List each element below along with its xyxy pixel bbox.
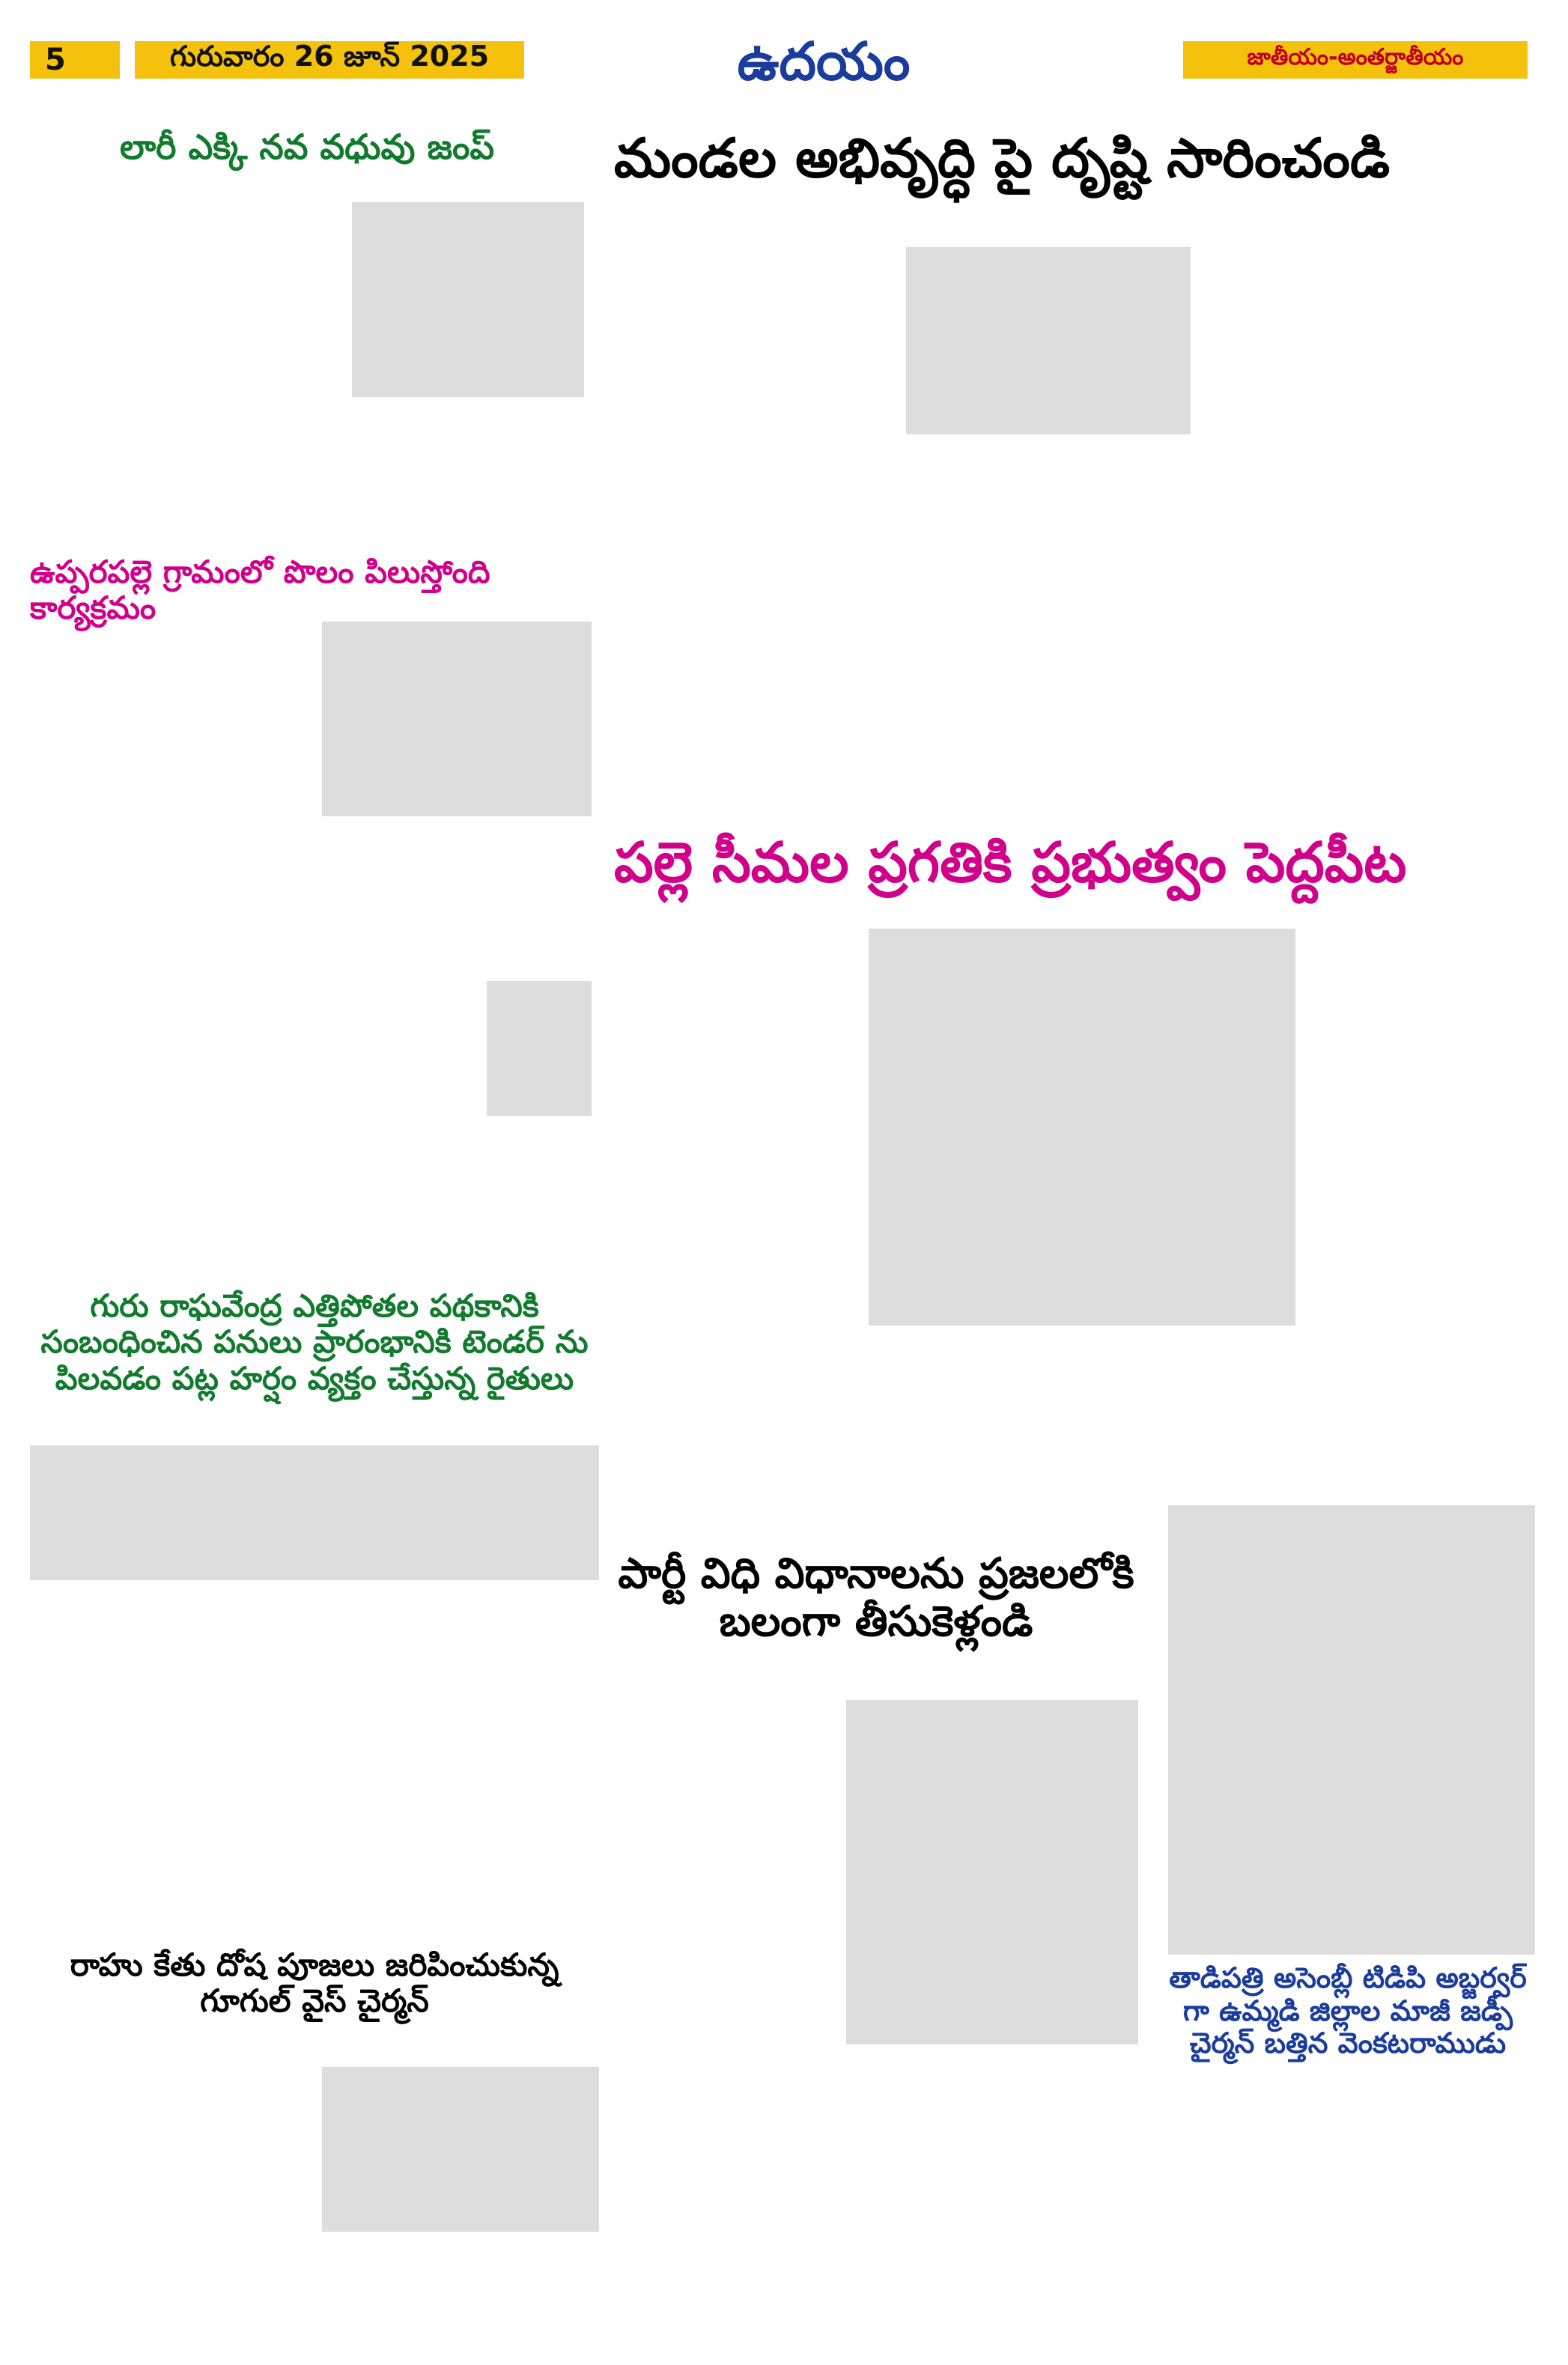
article-8 [1153, 2119, 1543, 2329]
photo-1 [352, 202, 584, 397]
article-7 [30, 2059, 314, 2329]
page-number: 5 [30, 41, 120, 79]
headline-4: పల్లె సీమల ప్రగతికి ప్రభుత్వం పెద్దపీట [614, 831, 1407, 895]
photo-6 [846, 1700, 1138, 2044]
photo-portrait [487, 981, 592, 1116]
headline-2: మండల అభివృద్ధి పై దృష్టి సారించండి [614, 127, 1391, 189]
newspaper-logo: ఉదయం [737, 30, 911, 92]
headline-7: రాహు కేతు దోష పూజలు జరిపించుకున్న గూగుల్ వైస్ చైర్మన్ [70, 1946, 559, 2020]
masthead [0, 0, 1568, 90]
article-4 [614, 929, 861, 1498]
photo-4 [869, 929, 1295, 1326]
article-9 [30, 966, 479, 1311]
photo-8 [1168, 1505, 1535, 1955]
article-5 [30, 1588, 599, 1872]
headline-5: గురు రాఘవేంద్ర ఎత్తిపోతల పథకానికి సంబంధించిన పనులు ప్రారంభానికి టెండర్ ను పిలవడం పట్ల హర్షం వ్యక్తం చేస్తున్న రైతులు [40, 1287, 589, 1397]
article-1 [30, 202, 344, 524]
photo-7 [322, 2067, 599, 2232]
photo-5 [30, 1445, 599, 1580]
article-2 [614, 434, 1528, 809]
photo-3 [322, 622, 592, 816]
article-6 [614, 1670, 839, 2329]
article-3 [30, 614, 314, 929]
headline-8: తాడిపత్రి అసెంబ్లీ టిడిపి అబ్జర్వర్ గా ఉమ్మడి జిల్లాల మాజీ జడ్పీ చైర్మన్ బత్తిన వెంకటరాముడు [1169, 1961, 1527, 2060]
headline-6: పార్టీ విధి విధానాలను ప్రజలలోకి బలంగా తీసుకెళ్లండి [618, 1549, 1134, 1647]
headline-1: లారీ ఎక్కి నవ వధువు జంప్ [120, 127, 495, 167]
date: గురువారం 26 జూన్ 2025 [135, 41, 524, 79]
section-label: జాతీయం-అంతర్జాతీయం [1183, 41, 1528, 79]
photo-2 [906, 247, 1191, 434]
headline-3: ఉప్పరపల్లె గ్రామంలో పొలం పిలుస్తోంది కార్యక్రమం [30, 553, 490, 627]
